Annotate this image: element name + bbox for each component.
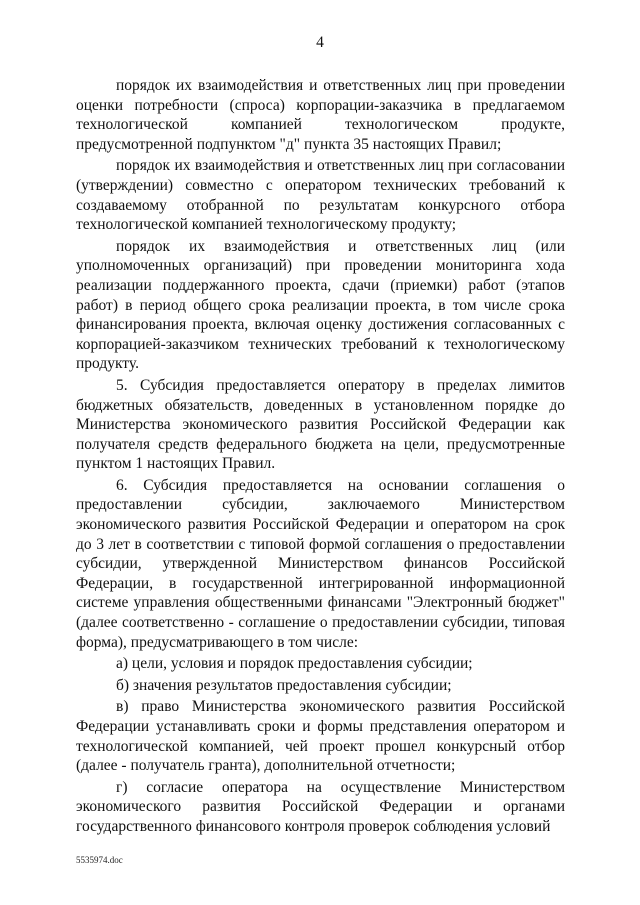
paragraph-item-6: 6. Субсидия предоставляется на основании соглашения о предоставлении субсидии, заключаемого Министерством экономического развития Российской Федерации и оператором на срок до 3 лет в соответствии с типовой формой соглашения о предоставлении субсидии, утвержденной Министерством финансов Российской Федерации, в государственной интегрированной информационной системе управления общественными финансами "Электронный бюджет" (далее соответственно - соглашение о предоставлении субсидии, типовая форма), предусматривающего в том числе:	[76, 476, 565, 651]
paragraph-interaction-demand-assessment: порядок их взаимодействия и ответственных лиц при проведении оценки потребности (спроса) корпорации-заказчика в предлагаемом технологической компанией технологическом продукте, предусмотренной подпунктом "д" пункта 35 настоящих Правил;	[76, 77, 565, 153]
paragraph-subitem-v: в) право Министерства экономического развития Российской Федерации устанавливать сроки и формы представления оператором и технологической компанией, чей проект прошел конкурсный отбор (далее - получатель гранта), дополнительной отчетности;	[76, 698, 565, 775]
paragraph-subitem-b: б) значения результатов предоставления субсидии;	[116, 676, 452, 694]
paragraph-interaction-monitoring: порядок их взаимодействия и ответственных лиц (или уполномоченных организаций) при проведении мониторинга хода реализации поддержанного проекта, сдачи (приемки) работ (этапов работ) в период общего срока реализации проекта, в том числе срока финансирования проекта, включая оценку достижения согласованных с корпорацией-заказчиком технических требований к технологическому продукту.	[76, 237, 565, 373]
paragraph-subitem-g: г) согласие оператора на осуществление Министерством экономического развития Российской Федерации и органами государственного финансового контроля проверок соблюдения условий	[76, 778, 565, 835]
document-file-id: 5535974.doc	[76, 855, 123, 865]
page-number: 4	[316, 34, 324, 51]
paragraph-subitem-a: а) цели, условия и порядок предоставления субсидии;	[116, 655, 473, 673]
paragraph-interaction-technical-requirements: порядок их взаимодействия и ответственных лиц при согласовании (утверждении) совместно с оператором технических требований к создаваемому отобранной по результатам конкурсного отбора технологической компанией технологическому продукту;	[76, 157, 565, 234]
document-body	[76, 76, 565, 839]
paragraph-item-5: 5. Субсидия предоставляется оператору в пределах лимитов бюджетных обязательств, доведенных в установленном порядке до Министерства экономического развития Российской Федерации как получателя средств федерального бюджета на цели, предусмотренные пунктом 1 настоящих Правил.	[76, 376, 565, 473]
